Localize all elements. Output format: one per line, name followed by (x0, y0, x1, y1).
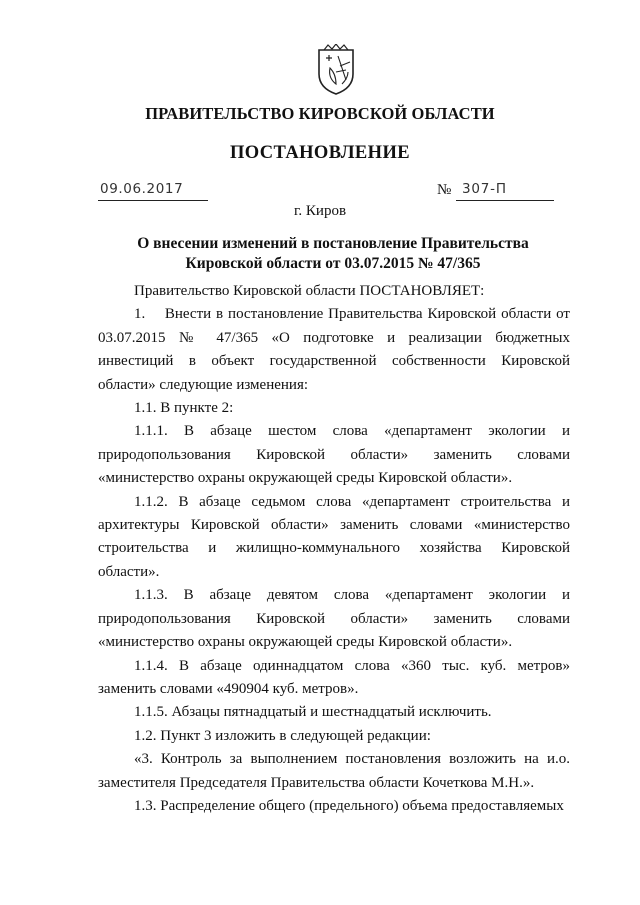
number-value: 307-П (462, 181, 507, 197)
paragraph-1-1-1: 1.1.1. В абзаце шестом слова «департамент экологии и природопользования Кировской области» заменить словами «министерство охраны окружающей среды Кировской области». (98, 423, 570, 487)
paragraph-1-2-quote: «3. Контроль за выполнением постановления возложить на и.о. заместителя Председателя Правительства области Кочеткова М.Н.». (98, 751, 570, 791)
paragraph-1-1: 1.1. В пункте 2: (134, 400, 234, 417)
document-type-title: ПОСТАНОВЛЕНИЕ (229, 143, 410, 163)
date-value: 09.06.2017 (100, 181, 184, 197)
subject-line-2: Кировской области от 03.07.2015 № 47/365 (185, 255, 481, 272)
number-label: № (437, 182, 452, 198)
paragraph-1-1-3: 1.1.3. В абзаце девятом слова «департамент экологии и природопользования Кировской области» заменить словами «министерство охраны окружающей среды Кировской области». (98, 587, 570, 651)
lead-paragraph: Правительство Кировской области ПОСТАНОВЛЯЕТ: (134, 283, 485, 299)
paragraph-1-1-5: 1.1.5. Абзацы пятнадцатый и шестнадцатый исключить. (134, 704, 492, 721)
paragraph-1: 1. Внести в постановление Правительства Кировской области от 03.07.2015 № 47/365 «О подготовке и реализации бюджетных инвестиций в объект государственной собственности Кировской области» следующие изменения: (98, 306, 570, 393)
document-body (98, 280, 570, 818)
coat-of-arms-icon (316, 44, 356, 96)
city-label: г. Киров (293, 203, 347, 219)
paragraph-1-1-2: 1.1.2. В абзаце седьмом слова «департамент строительства и архитектуры Кировской области» заменить словами «министерство строительства и жилищно-коммунального хозяйства Кировской области». (98, 493, 570, 580)
paragraph-1-1-4: 1.1.4. В абзаце одиннадцатом слова «360 тыс. куб. метров» заменить словами «490904 куб. метров». (98, 657, 570, 697)
paragraph-1-2: 1.2. Пункт 3 изложить в следующей редакции: (134, 727, 431, 744)
document-subject (98, 234, 568, 274)
government-title: ПРАВИТЕЛЬСТВО КИРОВСКОЙ ОБЛАСТИ (145, 104, 495, 123)
date-field (98, 180, 208, 201)
paragraph-1-3: 1.3. Распределение общего (предельного) объема предоставляемых (134, 797, 564, 814)
number-field (456, 180, 554, 201)
subject-line-1: О внесении изменений в постановление Правительства (137, 235, 529, 252)
